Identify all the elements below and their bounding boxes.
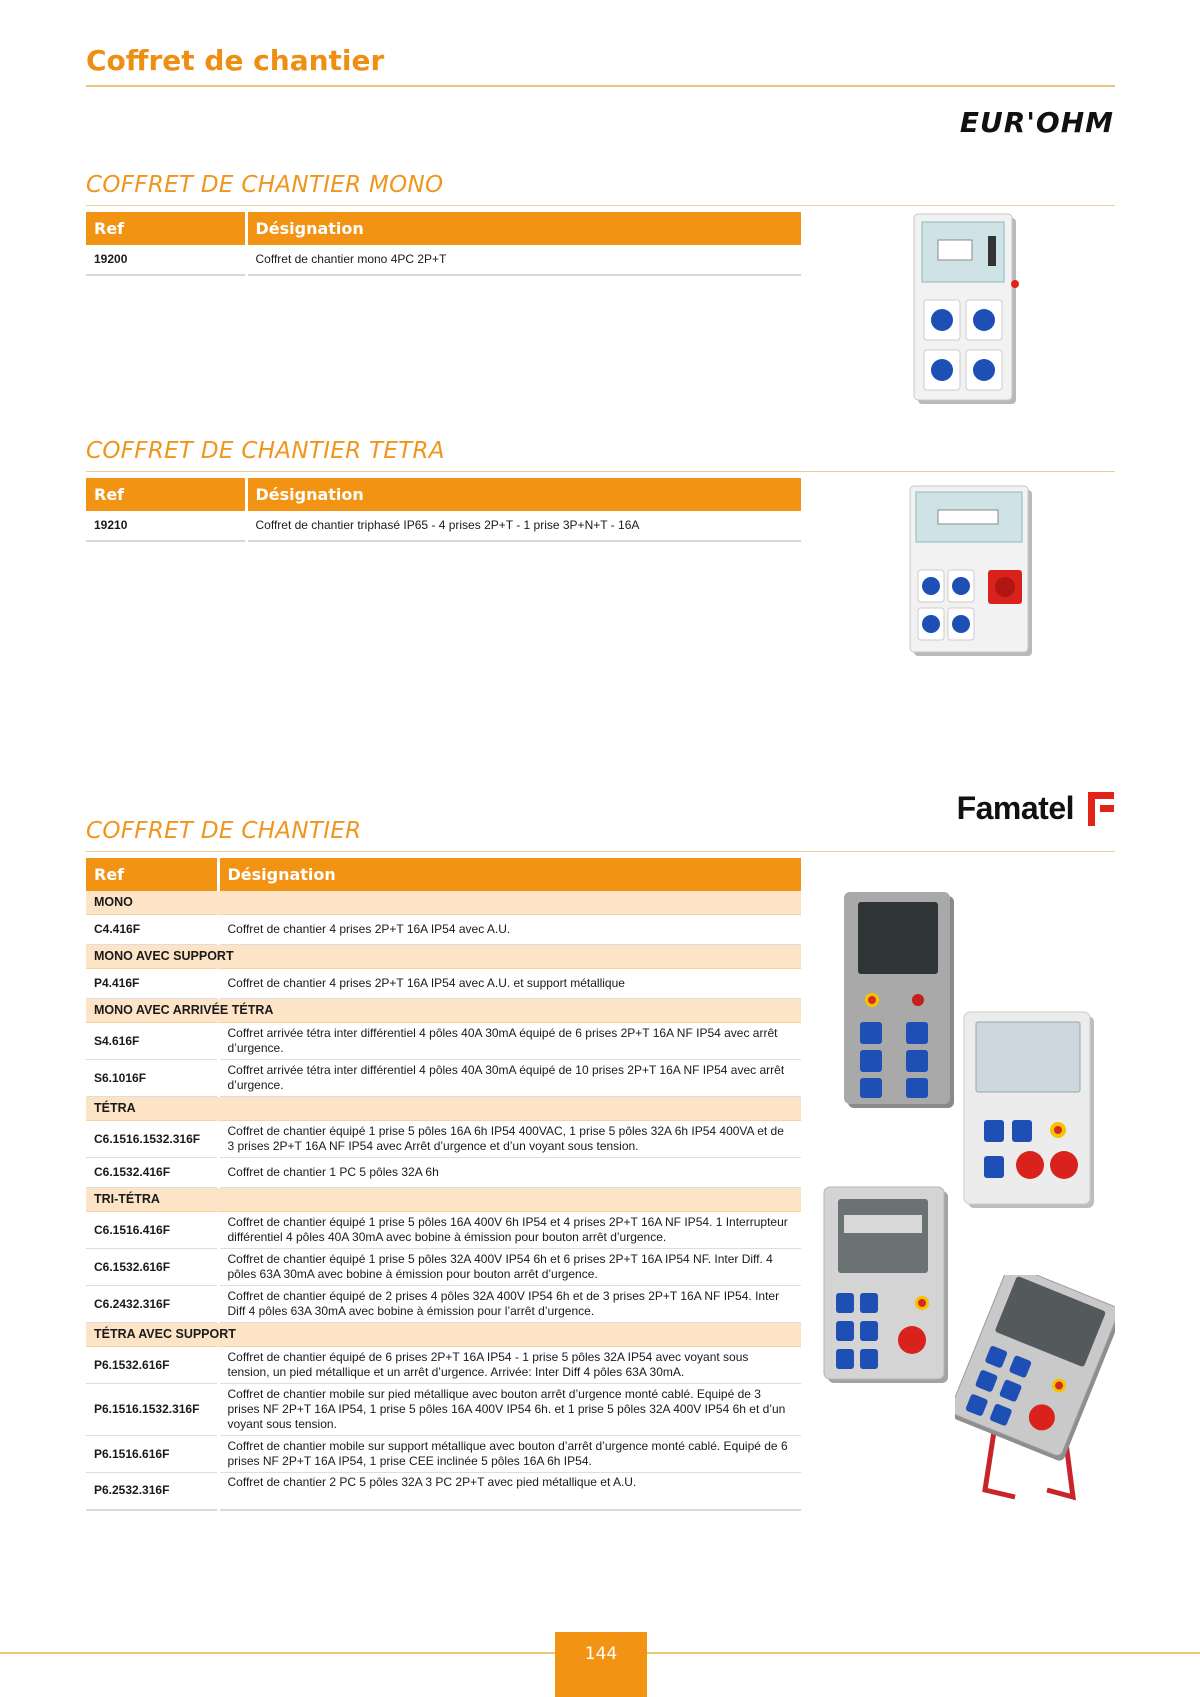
category-label: TRI-TÉTRA [86,1188,801,1212]
designation-cell: Coffret de chantier mobile sur pied métallique avec bouton arrêt d’urgence monté cablé. Equipé de 3 prises NF 2P+T 16A IP54, 1 prise 5 pôles 16A 400V IP54 6h. et 1 prise 5 pôles 32A 400V IP54 6h et d’un voyant sous tension. [218,1384,801,1436]
category-row [86,1097,801,1121]
product-image-coffret-mono [912,212,1022,408]
table-row [86,1212,801,1249]
designation-cell: Coffret de chantier triphasé IP65 - 4 prises 2P+T - 1 prise 3P+N+T - 16A [246,511,801,541]
product-image-famatel-large [822,1185,952,1385]
page-number: 144 [555,1632,647,1697]
product-image-famatel-stand [955,1275,1115,1505]
famatel-wordmark: Famatel [956,790,1074,826]
designation-cell: Coffret de chantier 4 prises 2P+T 16A IP54 avec A.U. [218,915,801,945]
designation-cell: Coffret de chantier équipé de 2 prises 4 pôles 32A 400V IP54 6h et de 3 prises 2P+T 16A NF IP54. Inter Diff 4 pôles 63A 30mA avec bobine à émission pour l’arrêt d’urgence. [218,1286,801,1323]
ref-cell: C6.1532.616F [86,1249,218,1286]
ref-cell: P6.1532.616F [86,1347,218,1384]
ref-cell: P6.1516.1532.316F [86,1384,218,1436]
table-row [86,1121,801,1158]
category-row [86,945,801,969]
designation-cell: Coffret de chantier mobile sur support métallique avec bouton d’arrêt d’urgence monté cablé. Equipé de 6 prises NF 2P+T 16A IP54, 1 prise CEE inclinée 5 pôles 16A 6h IP54. [218,1436,801,1473]
ref-cell: P6.1516.616F [86,1436,218,1473]
ref-cell: S4.616F [86,1023,218,1060]
ref-cell: C6.1516.416F [86,1212,218,1249]
table-row [86,1473,801,1510]
table-row [86,915,801,945]
column-header-ref: Ref [86,212,246,245]
category-row [86,1188,801,1212]
designation-cell: Coffret de chantier 1 PC 5 pôles 32A 6h [218,1158,801,1188]
section-title-chantier: COFFRET DE CHANTIER [86,818,362,844]
famatel-f-icon [1088,792,1114,826]
category-label: MONO [86,891,801,915]
column-header-designation: Désignation [218,858,801,891]
ref-cell: C6.1532.416F [86,1158,218,1188]
section-divider [86,471,1115,472]
ref-cell: 19210 [86,511,246,541]
page-title: Coffret de chantier [86,44,385,77]
ref-cell: C6.1516.1532.316F [86,1121,218,1158]
designation-cell: Coffret de chantier équipé 1 prise 5 pôles 16A 6h IP54 400VAC, 1 prise 5 pôles 32A 6h IP54 400VA et de 3 prises 2P+T 16A NF IP54 avec Arrêt d’urgence et d’un voyant sous tension. [218,1121,801,1158]
eurohm-logo: EUR'OHM [959,106,1114,139]
ref-cell: C4.416F [86,915,218,945]
designation-cell: Coffret de chantier équipé 1 prise 5 pôles 32A 400V IP54 6h et 6 prises 2P+T 16A IP54 NF. Inter Diff. 4 pôles 63A 30mA avec bobine à émission pour bouton arrêt d’urgence. [218,1249,801,1286]
ref-cell: S6.1016F [86,1060,218,1097]
ref-cell: P4.416F [86,969,218,999]
category-row [86,891,801,915]
table-row [86,1060,801,1097]
table-row [86,1023,801,1060]
category-label: MONO AVEC ARRIVÉE TÉTRA [86,999,801,1023]
famatel-logo [957,790,1114,827]
table-row [86,245,801,275]
section-title-mono: COFFRET DE CHANTIER MONO [86,172,444,198]
table-row [86,1347,801,1384]
section-divider [86,205,1115,206]
category-row [86,1323,801,1347]
table-row [86,1384,801,1436]
ref-cell: 19200 [86,245,246,275]
product-table-mono [86,212,801,276]
ref-cell: P6.2532.316F [86,1473,218,1510]
designation-cell: Coffret arrivée tétra inter différentiel 4 pôles 40A 30mA équipé de 6 prises 2P+T 16A NF IP54 avec arrêt d’urgence. [218,1023,801,1060]
category-row [86,999,801,1023]
category-label: TÉTRA AVEC SUPPORT [86,1323,801,1347]
designation-cell: Coffret de chantier 2 PC 5 pôles 32A 3 PC 2P+T avec pied métallique et A.U. [218,1473,801,1510]
table-row [86,1436,801,1473]
product-table-chantier [86,858,801,1511]
section-title-tetra: COFFRET DE CHANTIER TETRA [86,438,445,464]
designation-cell: Coffret de chantier mono 4PC 2P+T [246,245,801,275]
table-row [86,969,801,999]
column-header-designation: Désignation [246,478,801,511]
product-image-famatel-white [962,1010,1097,1210]
category-label: TÉTRA [86,1097,801,1121]
table-row [86,511,801,541]
product-table-tetra [86,478,801,542]
designation-cell: Coffret de chantier équipé de 6 prises 2P+T 16A IP54 - 1 prise 5 pôles 32A IP54 avec voyant sous tension, un pied métallique et un arrêt d’urgence. Arrivée: Inter Diff 4 pôles 63A 30mA. [218,1347,801,1384]
designation-cell: Coffret arrivée tétra inter différentiel 4 pôles 40A 30mA équipé de 10 prises 2P+T 16A NF IP54 avec arrêt d’urgence. [218,1060,801,1097]
column-header-designation: Désignation [246,212,801,245]
table-row [86,1249,801,1286]
table-row [86,1158,801,1188]
category-label: MONO AVEC SUPPORT [86,945,801,969]
column-header-ref: Ref [86,478,246,511]
title-divider [86,85,1115,87]
designation-cell: Coffret de chantier équipé 1 prise 5 pôles 16A 400V 6h IP54 et 4 prises 2P+T 16A NF IP54. 1 Interrupteur différentiel 4 pôles 40A 30mA avec bobine à émission pour bouton arrêt d’urgence. [218,1212,801,1249]
product-image-coffret-tetra [908,484,1038,660]
product-image-famatel-grey [842,890,957,1110]
column-header-ref: Ref [86,858,218,891]
section-divider [86,851,1115,852]
designation-cell: Coffret de chantier 4 prises 2P+T 16A IP54 avec A.U. et support métallique [218,969,801,999]
table-row [86,1286,801,1323]
ref-cell: C6.2432.316F [86,1286,218,1323]
